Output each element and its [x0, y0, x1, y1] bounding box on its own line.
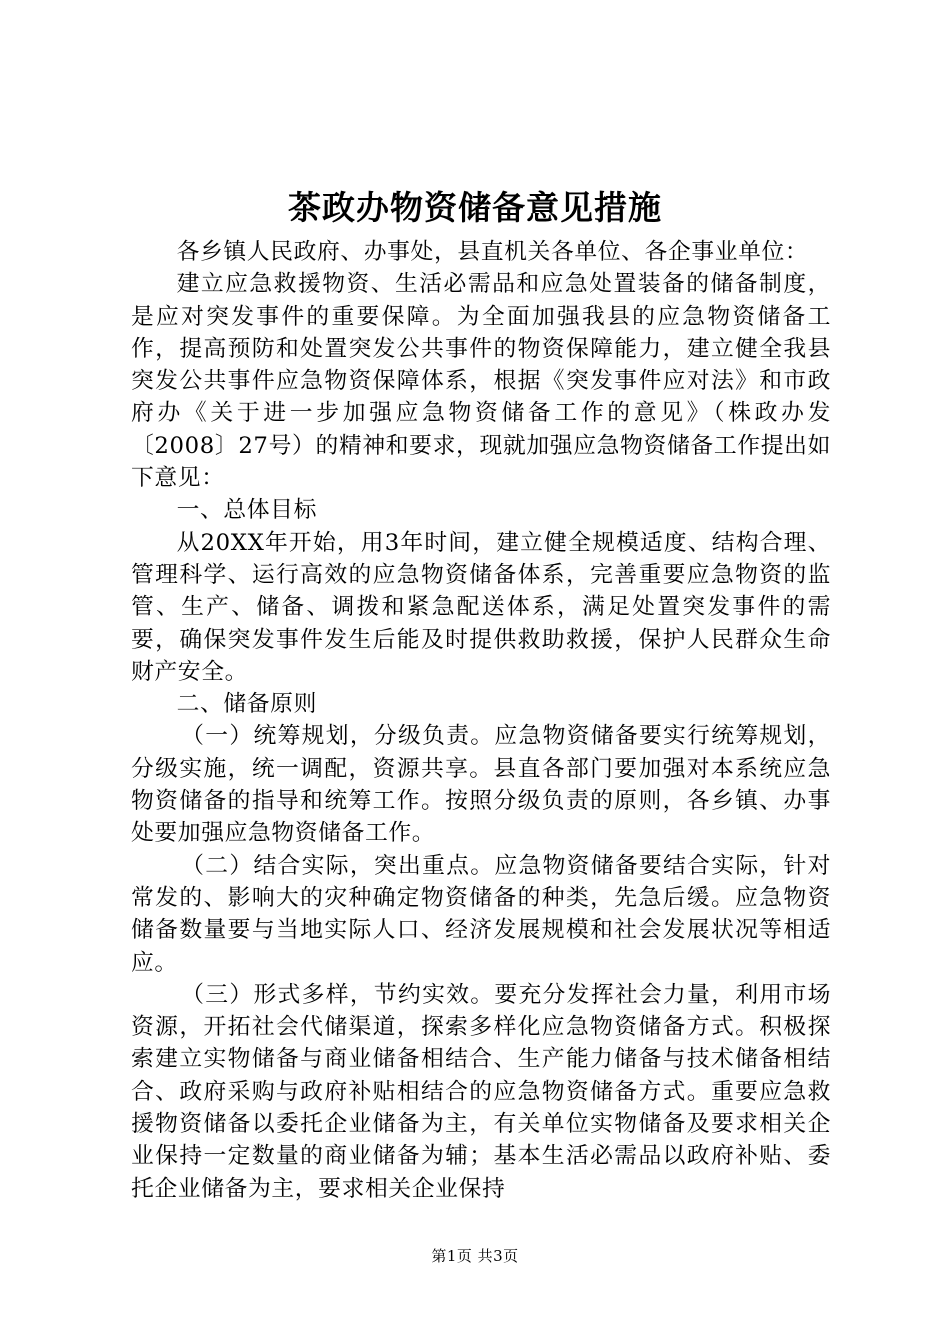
section-heading-goals: 一、总体目标	[176, 497, 317, 524]
principle-item-3: （三）形式多样，节约实效。要充分发挥社会力量，利用市场资源，开拓社会代储渠道，探索多样化应急物资储备方式。积极探索建立实物储备与商业储备相结合、生产能力储备与技术储备相结合、政府采购与政府补贴相结合的应急物资储备方式。重要应急救援物资储备以委托企业储备为主，有关单位实物储备及要求相关企业保持一定数量的商业储备为辅；基本生活必需品以政府补贴、委托企业储备为主，要求相关企业保持	[131, 981, 831, 1202]
goals-paragraph: 从20XX年开始，用3年时间，建立健全规模适度、结构合理、管理科学、运行高效的应急物资储备体系，完善重要应急物资的监管、生产、储备、调拨和紧急配送体系，满足处置突发事件的需要，确保突发事件发生后能及时提供救助救援，保护人民群众生命财产安全。	[131, 529, 831, 685]
intro-paragraph: 建立应急救援物资、生活必需品和应急处置装备的储备制度，是应对突发事件的重要保障。为全面加强我县的应急物资储备工作，提高预防和处置突发公共事件的物资保障能力，建立健全我县突发公共事件应急物资保障体系，根据《突发事件应对法》和市政府办《关于进一步加强应急物资储备工作的意见》（株政办发〔2008〕27号）的精神和要求，现就加强应急物资储备工作提出如下意见：	[131, 271, 831, 492]
document-title: 茶政办物资储备意见措施	[288, 188, 662, 227]
page-number-footer: 第1页 共3页	[431, 1247, 519, 1265]
section-heading-principles: 二、储备原则	[176, 691, 317, 718]
principle-item-2: （二）结合实际，突出重点。应急物资储备要结合实际，针对常发的、影响大的灾种确定物资储备的种类，先急后缓。应急物资储备数量要与当地实际人口、经济发展规模和社会发展状况等相适应。	[131, 852, 831, 976]
document-body	[131, 236, 831, 1205]
principle-item-1: （一）统筹规划，分级负责。应急物资储备要实行统筹规划，分级实施，统一调配，资源共享。县直各部门要加强对本系统应急物资储备的指导和统筹工作。按照分级负责的原则，各乡镇、办事处要加强应急物资储备工作。	[131, 723, 831, 847]
salutation-paragraph: 各乡镇人民政府、办事处，县直机关各单位、各企事业单位：	[176, 239, 809, 265]
